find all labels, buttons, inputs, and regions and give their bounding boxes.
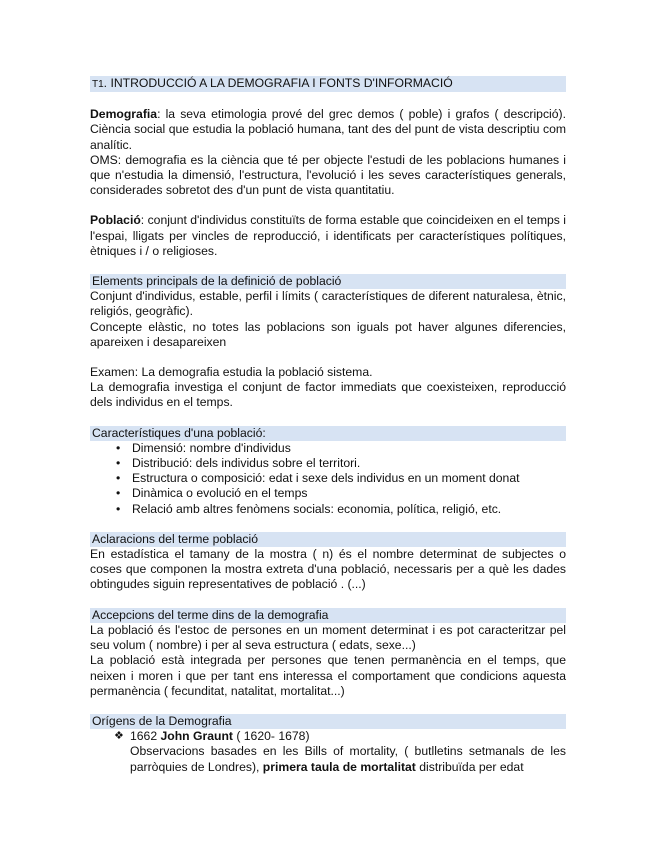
list-item: • Distribució: dels individus sobre el territori.: [90, 456, 566, 471]
elements-paragraph-2: Concepte elàstic, no totes las poblacions son iguals pot haver algunes diferencies, apareixen i desapareixen: [90, 319, 566, 349]
caracteristiques-list: [90, 441, 566, 517]
elements-paragraph-1: Conjunt d'individus, estable, perfil i límits ( característiques de diferent naturalesa, ètnic, religiós, geogràfic).: [90, 289, 566, 319]
section-heading-elements: Elements principals de la definició de població: [90, 274, 566, 289]
section-heading-origens: Orígens de la Demografia: [90, 714, 566, 729]
list-item: • Dinàmica o evolució en el temps: [90, 486, 566, 501]
obs-text-a: Observacions basades en les Bills of mortality, ( butlletins setmanals de les parròquies de Londres),: [130, 744, 566, 774]
section-heading-caracteristiques: Característiques d'una població:: [90, 426, 566, 441]
poblacio-term: Població: [90, 213, 141, 228]
poblacio-text: : conjunt d'individus constituïts de forma estable que coincideixen en el temps i l'espai, lligats per vincles de reproducció, i identificats per característiques polítiques, ètniques i / o religioses.: [90, 213, 566, 258]
section-heading-aclaracions: Aclaracions del terme població: [90, 532, 566, 547]
origin-name: John Graunt: [160, 729, 233, 744]
poblacio-definition: [90, 213, 566, 259]
section-heading-accepcions: Accepcions del terme dins de la demografia: [90, 608, 566, 623]
aclaracions-paragraph: En estadística el tamany de la mostra ( n) és el nombre determinat de subjectes o coses que componen la mostra extreta d'una població, necessaris per a què les dades obtingudes siguin representatives de població . (...): [90, 547, 566, 592]
accepcions-paragraph-1: La població és l'estoc de persones en un moment determinat i es pot caracteritzar pel seu volum ( nombre) i per al seva estructura ( edats, sexe...): [90, 622, 566, 653]
origin-dates: ( 1620- 1678): [232, 729, 310, 744]
origin-year: 1662: [130, 729, 161, 744]
origin-observations: [130, 744, 566, 774]
document-title: [90, 76, 566, 92]
origin-entry-graunt: [90, 729, 566, 775]
demografia-text: : la seva etimologia prové del grec demos ( poble) i grafos ( descripció). Ciència social que estudia la població humana, tant des del punt de vista descriptiu com analític.: [90, 107, 566, 152]
examen-paragraph-1: Examen: La demografia estudia la població sistema.: [90, 365, 373, 380]
origin-heading-line: [130, 729, 566, 744]
accepcions-paragraph-2: La població està integrada per persones que tenen permanència en el temps, que neixen i moren i que per tant ens interessa el comportament que condicions aquesta permanència ( fecunditat, natalitat, mortalitat...): [90, 653, 566, 698]
demografia-definition: [90, 107, 566, 153]
title-prefix: T1: [92, 79, 104, 90]
demografia-term: Demografia: [90, 107, 158, 122]
obs-text-bold: primera taula de mortalitat: [262, 759, 416, 774]
list-item: • Estructura o composició: edat i sexe dels individus en un moment donat: [90, 471, 566, 486]
examen-paragraph-2: La demografia investiga el conjunt de factor immediats que coexisteixen, reproducció dels individus en el temps.: [90, 380, 566, 410]
obs-text-b: distribuïda per edat: [415, 759, 524, 774]
document-page: [90, 76, 566, 775]
list-item: • Dimensió: nombre d'individus: [90, 441, 566, 456]
title-text: . INTRODUCCIÓ A LA DEMOGRAFIA I FONTS D'INFORMACIÓ: [103, 76, 453, 90]
diamond-bullet-icon: ❖: [114, 730, 124, 743]
oms-definition: OMS: demografia es la ciència que té per objecte l'estudi de les poblacions humanes i que n'estudia la dimensió, l'estructura, l'evolució i les seves característiques generals, considerades sobretot des d'un punt de vista quantitatiu.: [90, 152, 566, 198]
list-item: • Relació amb altres fenòmens socials: economia, política, religió, etc.: [90, 502, 566, 517]
